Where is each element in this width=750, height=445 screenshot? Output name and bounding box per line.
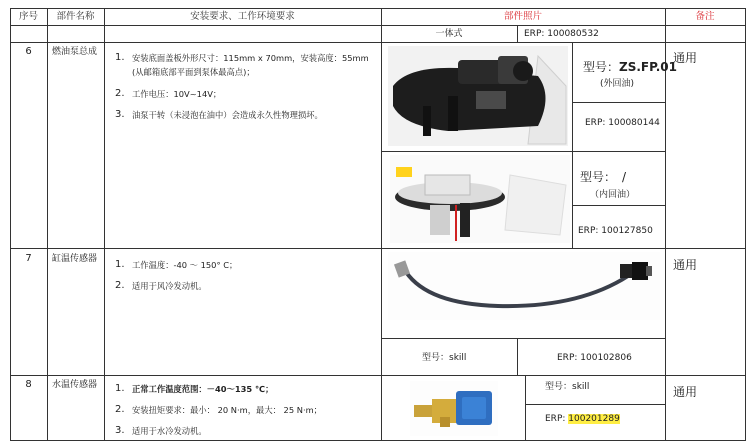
req-index: 1. (115, 52, 125, 63)
grid-line (525, 375, 526, 441)
model-label: 型号： / (580, 170, 627, 184)
req-text: 工作电压：10V~14V； (132, 89, 222, 99)
grid-line (104, 8, 105, 441)
variant-erp: ERP: 100080144 (585, 118, 660, 128)
row-no: 7 (25, 253, 32, 264)
fuel-pump-external-photo (388, 46, 568, 146)
model-sub: (外回油) (600, 79, 635, 89)
cylinder-temp-sensor-photo (388, 252, 660, 320)
header-note: 备注 (695, 11, 715, 22)
req-index: 3. (115, 425, 125, 436)
grid-line (381, 151, 665, 152)
grid-line (10, 8, 745, 9)
fuel-pump-internal-photo (390, 155, 570, 243)
row-no: 8 (25, 379, 32, 390)
model-value: skill (449, 353, 467, 363)
req-text: 安装底面盖板外形尺寸：115mm x 70mm，安装高度：55mm (132, 53, 369, 63)
row-erp: ERP: 100201289 (545, 414, 620, 424)
grid-line (572, 205, 665, 206)
row-erp: ERP: 100102806 (557, 353, 632, 363)
grid-line (517, 25, 518, 43)
grid-line (381, 338, 665, 339)
row-note: 通用 (673, 51, 698, 65)
row-note: 通用 (673, 258, 698, 272)
header-photo: 部件照片 (503, 11, 542, 22)
model-label: 型号：ZS.FP.01 (583, 60, 677, 74)
row-no: 6 (25, 46, 32, 57)
req-text: (从邮箱底部平面到泵体最高点)； (132, 67, 255, 77)
req-text: 适用于水冷发动机。 (132, 426, 207, 436)
req-index: 2. (115, 88, 125, 99)
sub-header-type: 一体式 (435, 29, 463, 39)
model-label: 型号：skill (422, 353, 467, 363)
header-name: 部件名称 (56, 11, 95, 22)
req-index: 2. (115, 404, 125, 415)
header-no: 序号 (18, 11, 38, 22)
row-name: 燃油泵总成 (52, 47, 98, 57)
grid-line (572, 42, 573, 249)
model-value: ZS.FP.01 (619, 60, 677, 74)
req-text: 正常工作温度范围：－40～135 ℃； (132, 384, 274, 394)
model-label: 型号：skill (545, 382, 590, 392)
grid-line (572, 102, 665, 103)
sub-header-erp: ERP: 100080532 (524, 29, 599, 39)
grid-line (10, 42, 745, 43)
req-text: 油泵干转（未浸泡在油中）会造成永久性物理损坏。 (132, 110, 323, 120)
grid-line (10, 248, 745, 249)
grid-line (10, 375, 745, 376)
model-value: / (622, 170, 627, 184)
grid-line (10, 8, 11, 441)
req-text: 适用于风冷发动机。 (132, 281, 207, 291)
grid-line (381, 8, 382, 441)
grid-line (525, 404, 665, 405)
req-index: 1. (115, 383, 125, 394)
model-value: skill (572, 382, 590, 392)
row-name: 水温传感器 (52, 380, 98, 390)
grid-line (47, 8, 48, 441)
req-text: 安装扭矩要求：最小： 20 N·m，最大： 25 N·m； (132, 405, 322, 415)
row-name: 缸温传感器 (52, 254, 98, 264)
row-note: 通用 (673, 385, 698, 399)
grid-line (745, 8, 746, 441)
req-text: 工作温度：-40 ～ 150° C； (132, 260, 238, 270)
req-index: 2. (115, 280, 125, 291)
erp-highlight: 100201289 (568, 414, 620, 424)
grid-line (517, 338, 518, 376)
header-requirements: 安装要求、工作环境要求 (190, 11, 295, 22)
grid-line (10, 440, 745, 441)
req-index: 1. (115, 259, 125, 270)
model-sub: （内回油） (590, 190, 636, 200)
variant-erp: ERP: 100127850 (578, 226, 653, 236)
grid-line (10, 25, 745, 26)
water-temp-sensor-photo (410, 381, 498, 436)
req-index: 3. (115, 109, 125, 120)
